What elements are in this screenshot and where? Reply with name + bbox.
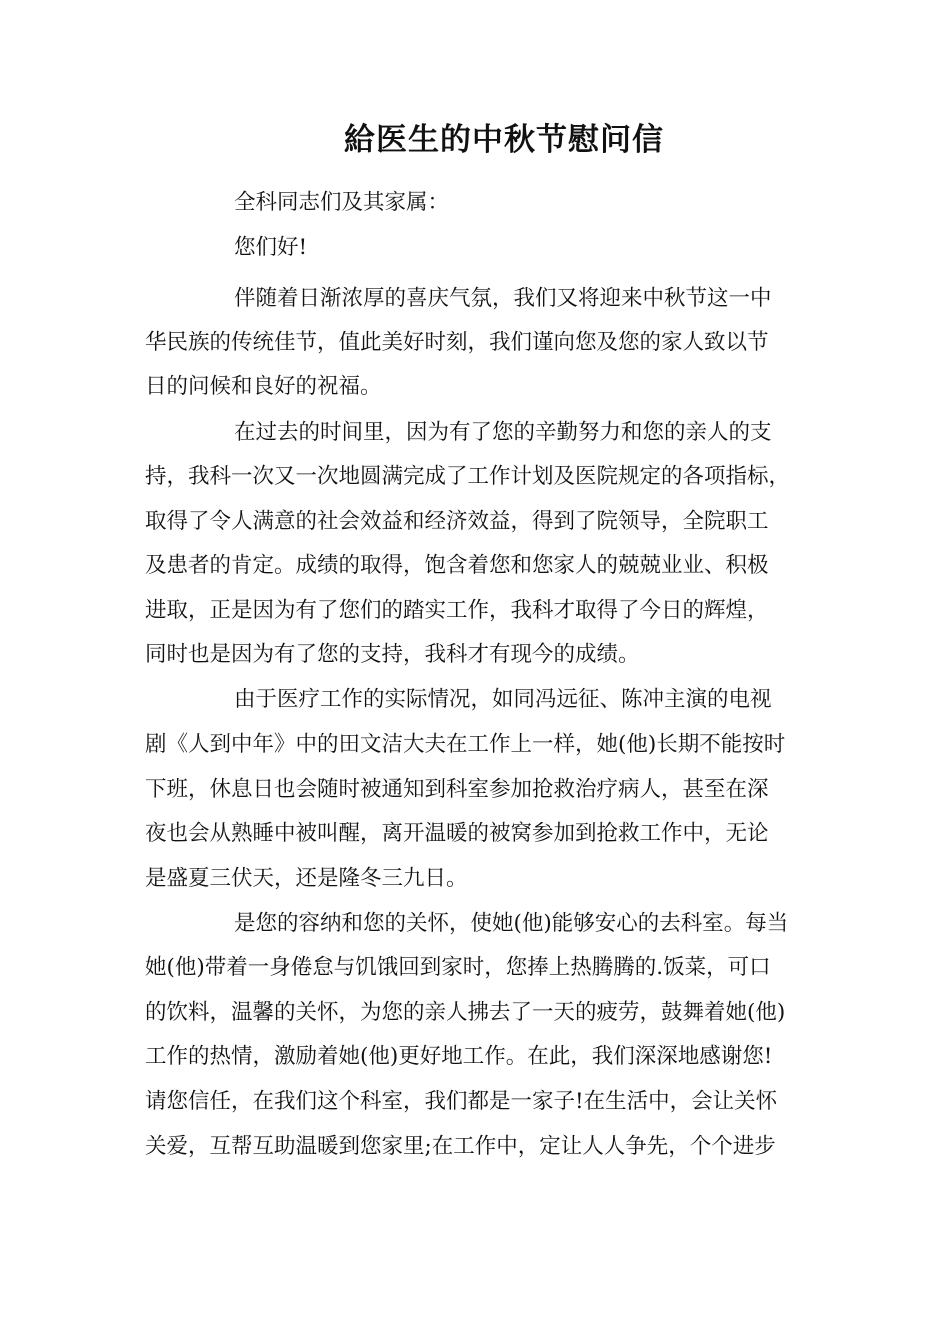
paragraph-line: 伴随着日渐浓厚的喜庆气氛，我们又将迎来中秋节这一中 [234, 286, 772, 311]
paragraph-line: 是您的容纳和您的关怀，使她(他)能够安心的去科室。每当 [234, 911, 789, 936]
paragraph-line: 在过去的时间里，因为有了您的辛勤努力和您的亲人的支 [234, 420, 772, 445]
paragraph-line: 她(他)带着一身倦怠与饥饿回到家时，您捧上热腾腾的.饭菜，可口 [145, 955, 771, 980]
paragraph-line: 是盛夏三伏天，还是隆冬三九日。 [145, 866, 468, 891]
paragraph-line: 持，我科一次又一次地圆满完成了工作计划及医院规定的各项指标， [145, 464, 791, 489]
paragraph-line: 关爱，互帮互助温暖到您家里;在工作中，定让人人争先，个个进步 [145, 1134, 776, 1159]
paragraph-line: 请您信任，在我们这个科室，我们都是一家子!在生活中，会让关怀 [145, 1089, 778, 1114]
paragraph-line: 工作的热情，激励着她(他)更好地工作。在此，我们深深地感谢您! [145, 1044, 773, 1069]
paragraph-line: 下班，休息日也会随时被通知到科室参加抢救治疗病人，甚至在深 [145, 777, 769, 802]
paragraph-line: 华民族的传统佳节，值此美好时刻，我们谨向您及您的家人致以节 [145, 330, 769, 355]
paragraph-line: 由于医疗工作的实际情况，如同冯远征、陈冲主演的电视 [234, 687, 772, 712]
document-title: 給医生的中秋节慰问信 [344, 122, 664, 158]
greeting-line: 您们好! [234, 235, 308, 260]
salutation-line: 全科同志们及其家属： [234, 190, 450, 215]
paragraph-line: 剧《人到中年》中的田文洁大夫在工作上一样，她(他)长期不能按时 [145, 732, 786, 757]
paragraph-line: 夜也会从熟睡中被叫醒，离开温暖的被窝参加到抢救工作中，无论 [145, 821, 769, 846]
paragraph-line: 的饮料，温馨的关怀，为您的亲人拂去了一天的疲劳，鼓舞着她(他) [145, 1000, 786, 1025]
paragraph-line: 日的问候和良好的祝福。 [145, 374, 382, 399]
paragraph-line: 取得了令人满意的社会效益和经济效益，得到了院领导，全院职工 [145, 509, 769, 534]
paragraph-line: 同时也是因为有了您的支持，我科才有现今的成绩。 [145, 642, 640, 667]
paragraph-line: 进取，正是因为有了您们的踏实工作，我科才取得了今日的辉煌， [145, 598, 769, 623]
paragraph-line: 及患者的肯定。成绩的取得，饱含着您和您家人的兢兢业业、积极 [145, 553, 769, 578]
